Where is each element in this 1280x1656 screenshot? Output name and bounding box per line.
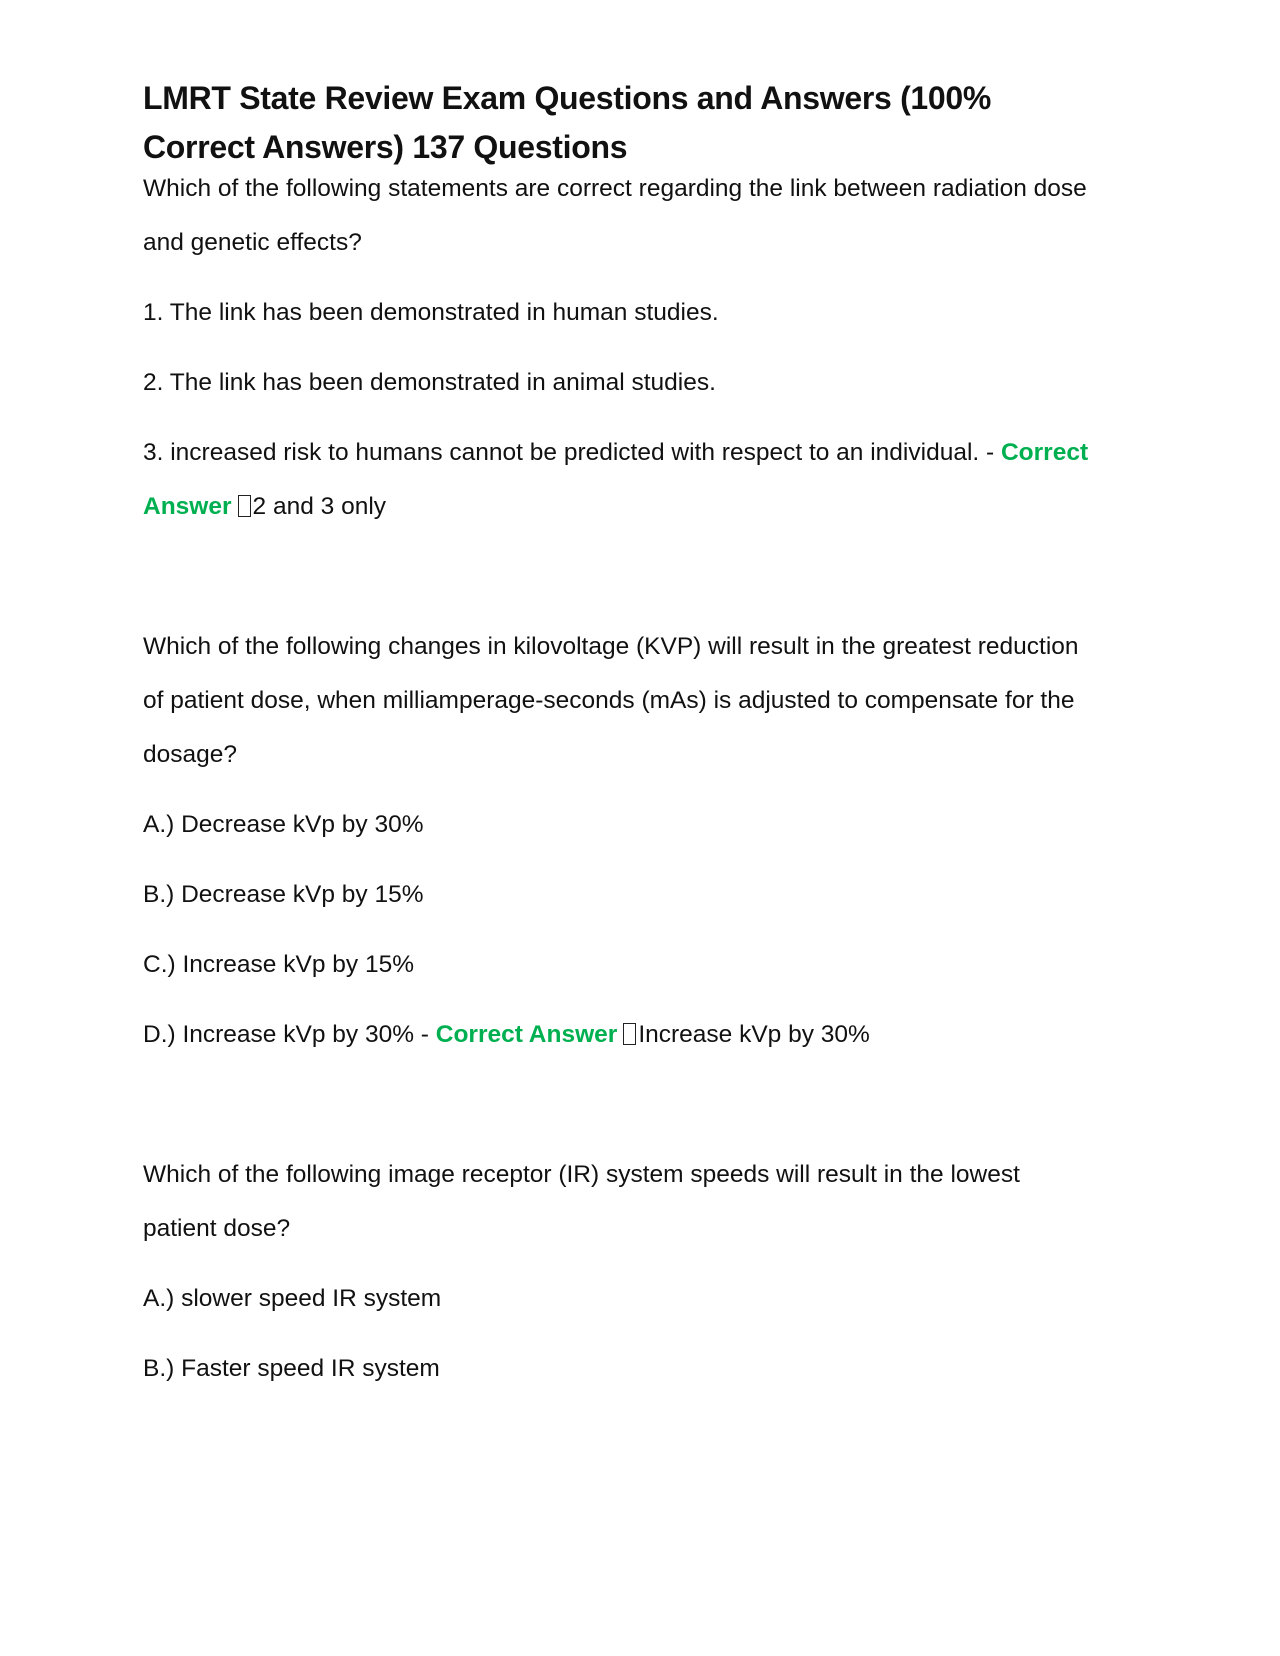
option: 2. The link has been demonstrated in animal studies. [143,369,716,396]
answer-text: Increase kVp by 30% [638,1021,870,1048]
document-title: LMRT State Review Exam Questions and Answers (100% Correct Answers) 137 Questions [143,80,992,165]
missing-glyph-icon [623,1023,636,1045]
question-3 [143,1148,1093,1396]
question-stem: Which of the following changes in kilovoltage (KVP) will result in the greatest reduction of patient dose, when milliamperage-seconds (mAs) is adjusted to compensate for the dosage? [143,633,1079,768]
question-stem: Which of the following image receptor (IR) system speeds will result in the lowest patient dose? [143,1161,1020,1242]
correct-answer-label: Correct Answer [143,439,1089,520]
question-stem: Which of the following statements are correct regarding the link between radiation dose and genetic effects? [143,175,1087,256]
answer-text: 2 and 3 only [252,493,387,520]
option-text: 3. increased risk to humans cannot be predicted with respect to an individual. - [143,439,995,466]
option: A.) Decrease kVp by 30% [143,811,424,838]
option: B.) Decrease kVp by 15% [143,881,424,908]
option: B.) Faster speed IR system [143,1355,440,1382]
correct-answer-label: Correct Answer [435,1021,618,1048]
option-with-answer [143,426,1093,534]
option-with-answer [143,1008,1093,1062]
document-page [143,74,1093,1412]
option: C.) Increase kVp by 15% [143,951,414,978]
question-1 [143,162,1093,534]
missing-glyph-icon [238,495,251,517]
option: A.) slower speed IR system [143,1285,442,1312]
option: 1. The link has been demonstrated in human studies. [143,299,719,326]
option-text: D.) Increase kVp by 30% - [143,1021,429,1048]
question-2 [143,620,1093,1062]
